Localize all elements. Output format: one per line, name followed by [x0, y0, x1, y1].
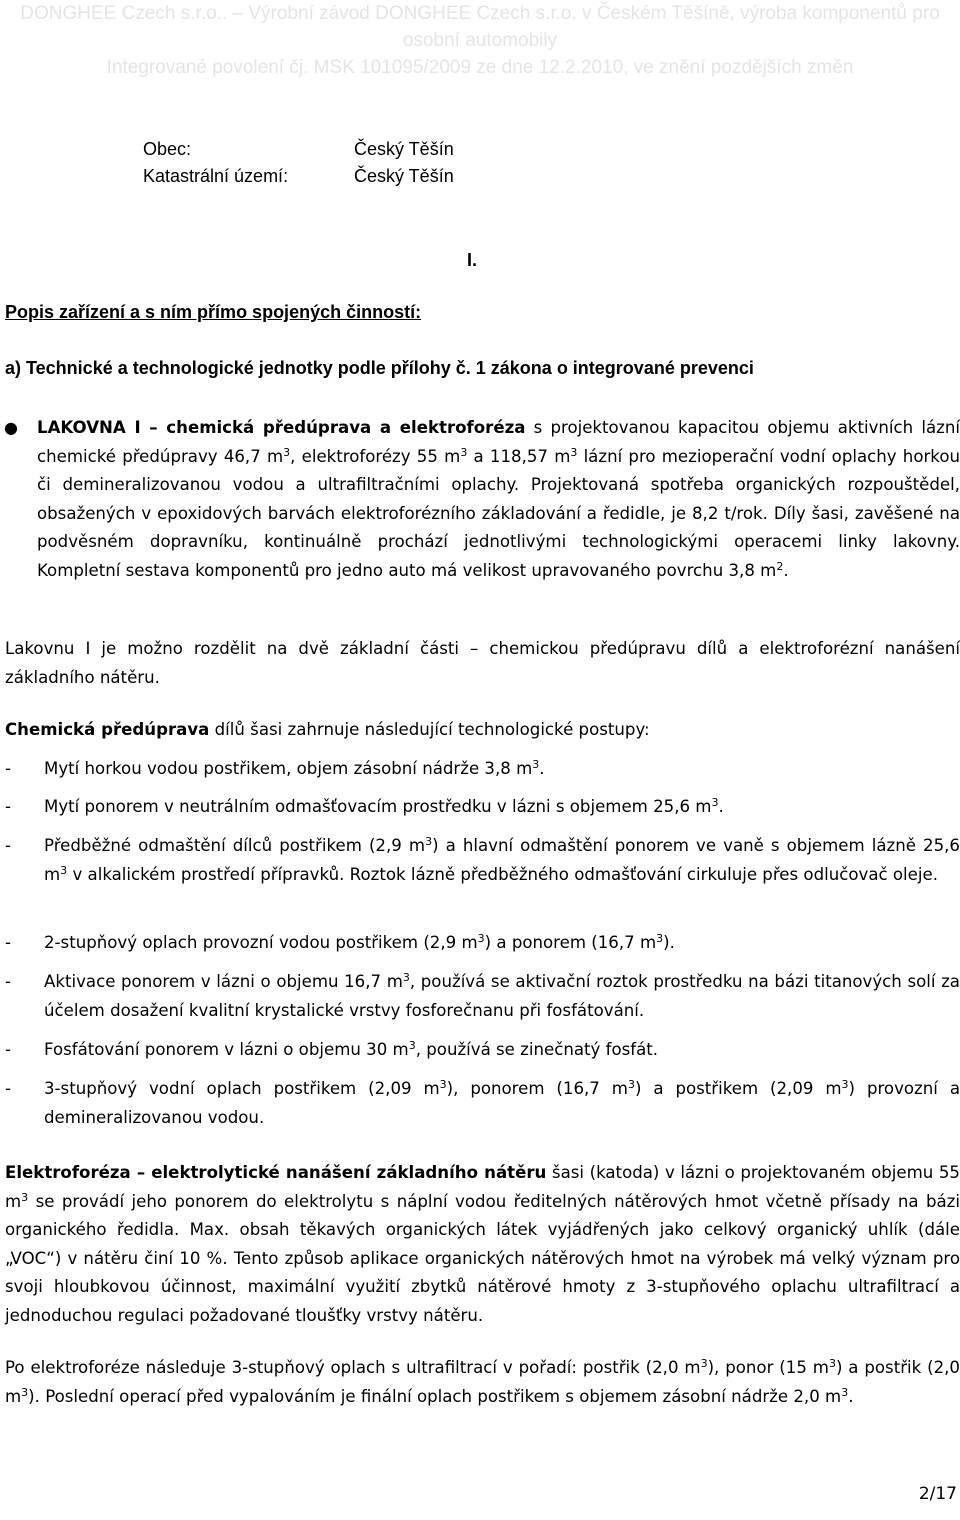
- superscript: 3: [21, 1385, 29, 1399]
- list-text: .: [718, 797, 724, 816]
- superscript: 3: [828, 1357, 836, 1370]
- list-text: ), ponorem (16,7 m: [446, 1079, 628, 1098]
- list-item: [5, 968, 960, 1025]
- list-dash: -: [5, 836, 11, 855]
- superscript: 3: [841, 1078, 849, 1091]
- katastr-label: Katastrální území:: [143, 166, 289, 186]
- superscript: 3: [700, 1357, 708, 1370]
- final-text-5: .: [848, 1386, 854, 1406]
- list-dash: -: [5, 797, 11, 816]
- bullet-text-2: , elektroforézy 55 m: [290, 446, 461, 466]
- list-item: [5, 832, 960, 889]
- superscript: 3: [532, 758, 540, 771]
- header-line-1: DONGHEE Czech s.r.o.. – Výrobní závod DONGHEE Czech s.r.o. v Českém Těšíně, výroba komponentů pro: [20, 3, 940, 24]
- list-text: ).: [663, 933, 675, 952]
- superscript: 3: [425, 835, 433, 848]
- list-dash: -: [5, 1040, 11, 1059]
- chem-rest: dílů šasi zahrnuje následující technologické postupy:: [209, 720, 650, 739]
- superscript: 3: [283, 445, 291, 459]
- list-text: .: [539, 759, 545, 778]
- list-text: Mytí horkou vodou postřikem, objem zásobní nádrže 3,8 m: [44, 759, 533, 778]
- list-text: ) a postřikem (2,09 m: [634, 1079, 842, 1098]
- electro-text-1: šasi (katoda) v lázni o projektovaném objemu 55 m: [5, 1163, 960, 1211]
- final-text-4: ). Poslední operací před vypalováním je finální oplach postřikem s objemem zásobní nádrže 2,0 m: [28, 1386, 842, 1406]
- list-text: Mytí ponorem v neutrálním odmašťovacím prostředku v lázni s objemem 25,6 m: [44, 797, 712, 816]
- list-item: [5, 793, 960, 822]
- superscript: 3: [570, 445, 578, 459]
- chem-title: Chemická předúprava: [5, 720, 210, 739]
- list-text: Fosfátování ponorem v lázni o objemu 30 m: [44, 1040, 409, 1059]
- superscript: 3: [711, 796, 719, 809]
- bullet-icon: ●: [4, 418, 18, 437]
- list-item: [5, 755, 960, 784]
- paragraph-electro: [5, 1159, 960, 1331]
- obec-value: Český Těšín: [354, 139, 454, 159]
- bullet-text-5: .: [783, 560, 789, 580]
- list-text: v alkalickém prostředí přípravků. Roztok lázně předběžného odmašťování cirkuluje přes odlučovač oleje.: [67, 864, 938, 884]
- list-text: , používá se zinečnatý fosfát.: [415, 1040, 659, 1059]
- list-item: [5, 1036, 960, 1065]
- section-title: Popis zařízení a s ním přímo spojených činností:: [5, 302, 422, 322]
- electro-text-2: se provádí jeho ponorem do elektrolytu s náplní vodou ředitelných nátěrových hmot včetně přísady na bázi organického ředidla. Max. obsah těkavých organických látek vyjádřených jako celkový organický uhlík (dále „VOC“) v nátěru činí 10 %. Tento způsob aplikace organických nátěrových hmot na výrobek má velký význam pro svoji hloubkovou účinnost, maximální využití zbytků nátěrové hmoty z 3-stupňového oplachu ultrafiltrací a jednoduchou regulaci požadované tloušťky vrstvy nátěru.: [5, 1191, 960, 1325]
- list-text: , používá se aktivační roztok prostředku na bázi titanových solí za účelem dosažení kvalitní krystalické vrstvy fosforečnanu při fosfátování.: [44, 972, 960, 1020]
- superscript: 3: [439, 1078, 447, 1091]
- superscript: 3: [460, 445, 468, 459]
- final-text-1: Po elektroforéze následuje 3-stupňový oplach s ultrafiltrací v pořadí: postřik (2,0 m: [5, 1358, 701, 1377]
- list-dash: -: [5, 759, 11, 778]
- paragraph-lakovna: Lakovnu I je možno rozdělit na dvě základní části – chemickou předúpravu dílů a elektroforézní nanášení základního nátěru.: [5, 639, 960, 687]
- obec-label: Obec:: [143, 139, 192, 159]
- list-text: 2-stupňový oplach provozní vodou postřikem (2,9 m: [44, 933, 478, 952]
- final-text-2: ), ponor (15 m: [707, 1358, 829, 1377]
- list-dash: -: [5, 972, 11, 991]
- superscript: 3: [402, 971, 410, 984]
- subheading: a) Technické a technologické jednotky podle přílohy č. 1 zákona o integrované prevenci: [5, 358, 754, 378]
- paragraph-chem-intro: [5, 716, 960, 745]
- section-number: I.: [467, 250, 478, 270]
- page-header-watermark: [0, 0, 960, 92]
- list-text: Předběžné odmaštění dílců postřikem (2,9 m: [44, 836, 426, 855]
- superscript: 2: [776, 559, 784, 573]
- list-dash: -: [5, 933, 11, 952]
- list-text: ) a ponorem (16,7 m: [484, 933, 657, 952]
- superscript: 3: [408, 1039, 416, 1052]
- header-line-2: osobní automobily: [402, 30, 558, 51]
- list-item: [5, 1075, 960, 1132]
- superscript: 3: [656, 932, 664, 945]
- bullet-title: LAKOVNA I – chemická předúprava a elektroforéza: [37, 418, 526, 437]
- superscript: 3: [841, 1385, 849, 1399]
- superscript: 3: [477, 932, 485, 945]
- superscript: 3: [60, 863, 68, 877]
- list-text: ) a hlavní odmaštění ponorem ve vaně s objemem lázně 25,6 m: [44, 836, 960, 884]
- list-text: 3-stupňový vodní oplach postřikem (2,09 m: [44, 1079, 440, 1098]
- electro-title: Elektroforéza – elektrolytické nanášení základního nátěru: [5, 1163, 547, 1182]
- katastr-value: Český Těšín: [354, 166, 454, 186]
- header-line-3: Integrované povolení čj. MSK 101095/2009 ze dne 12.2.2010, ve znění pozdějších změn: [106, 57, 854, 78]
- superscript: 3: [21, 1190, 29, 1204]
- list-text: ) provozní a demineralizovanou vodou.: [44, 1079, 960, 1127]
- page-number: 2/17: [918, 1484, 957, 1504]
- bullet-text-4: lázní pro mezioperační vodní oplachy horkou či demineralizovanou vodou a ultrafiltračními oplachy. Projektovaná spotřeba organických rozpouštědel, obsažených v epoxidových barvách elektroforézního základování a ředidle, je 8,2 t/rok. Díly šasi, zavěšené na podvěsném dopravníku, kontinuálně prochází jednotlivými technologickými operacemi linky lakovny. Kompletní sestava komponentů pro jedno auto má velikost upravovaného povrchu 3,8 m: [37, 446, 960, 580]
- list-dash: -: [5, 1079, 11, 1098]
- paragraph-final: [5, 1354, 960, 1411]
- list-item: [5, 929, 960, 958]
- superscript: 3: [627, 1078, 635, 1091]
- bullet-paragraph: [37, 414, 960, 586]
- bullet-text-3: a 118,57 m: [467, 446, 571, 466]
- bullet-text-1: s projektovanou kapacitou objemu aktivních lázní chemické předúpravy 46,7 m: [37, 418, 960, 466]
- final-text-3: ) a postřik (2,0 m: [5, 1358, 960, 1406]
- list-text: Aktivace ponorem v lázni o objemu 16,7 m: [44, 972, 403, 991]
